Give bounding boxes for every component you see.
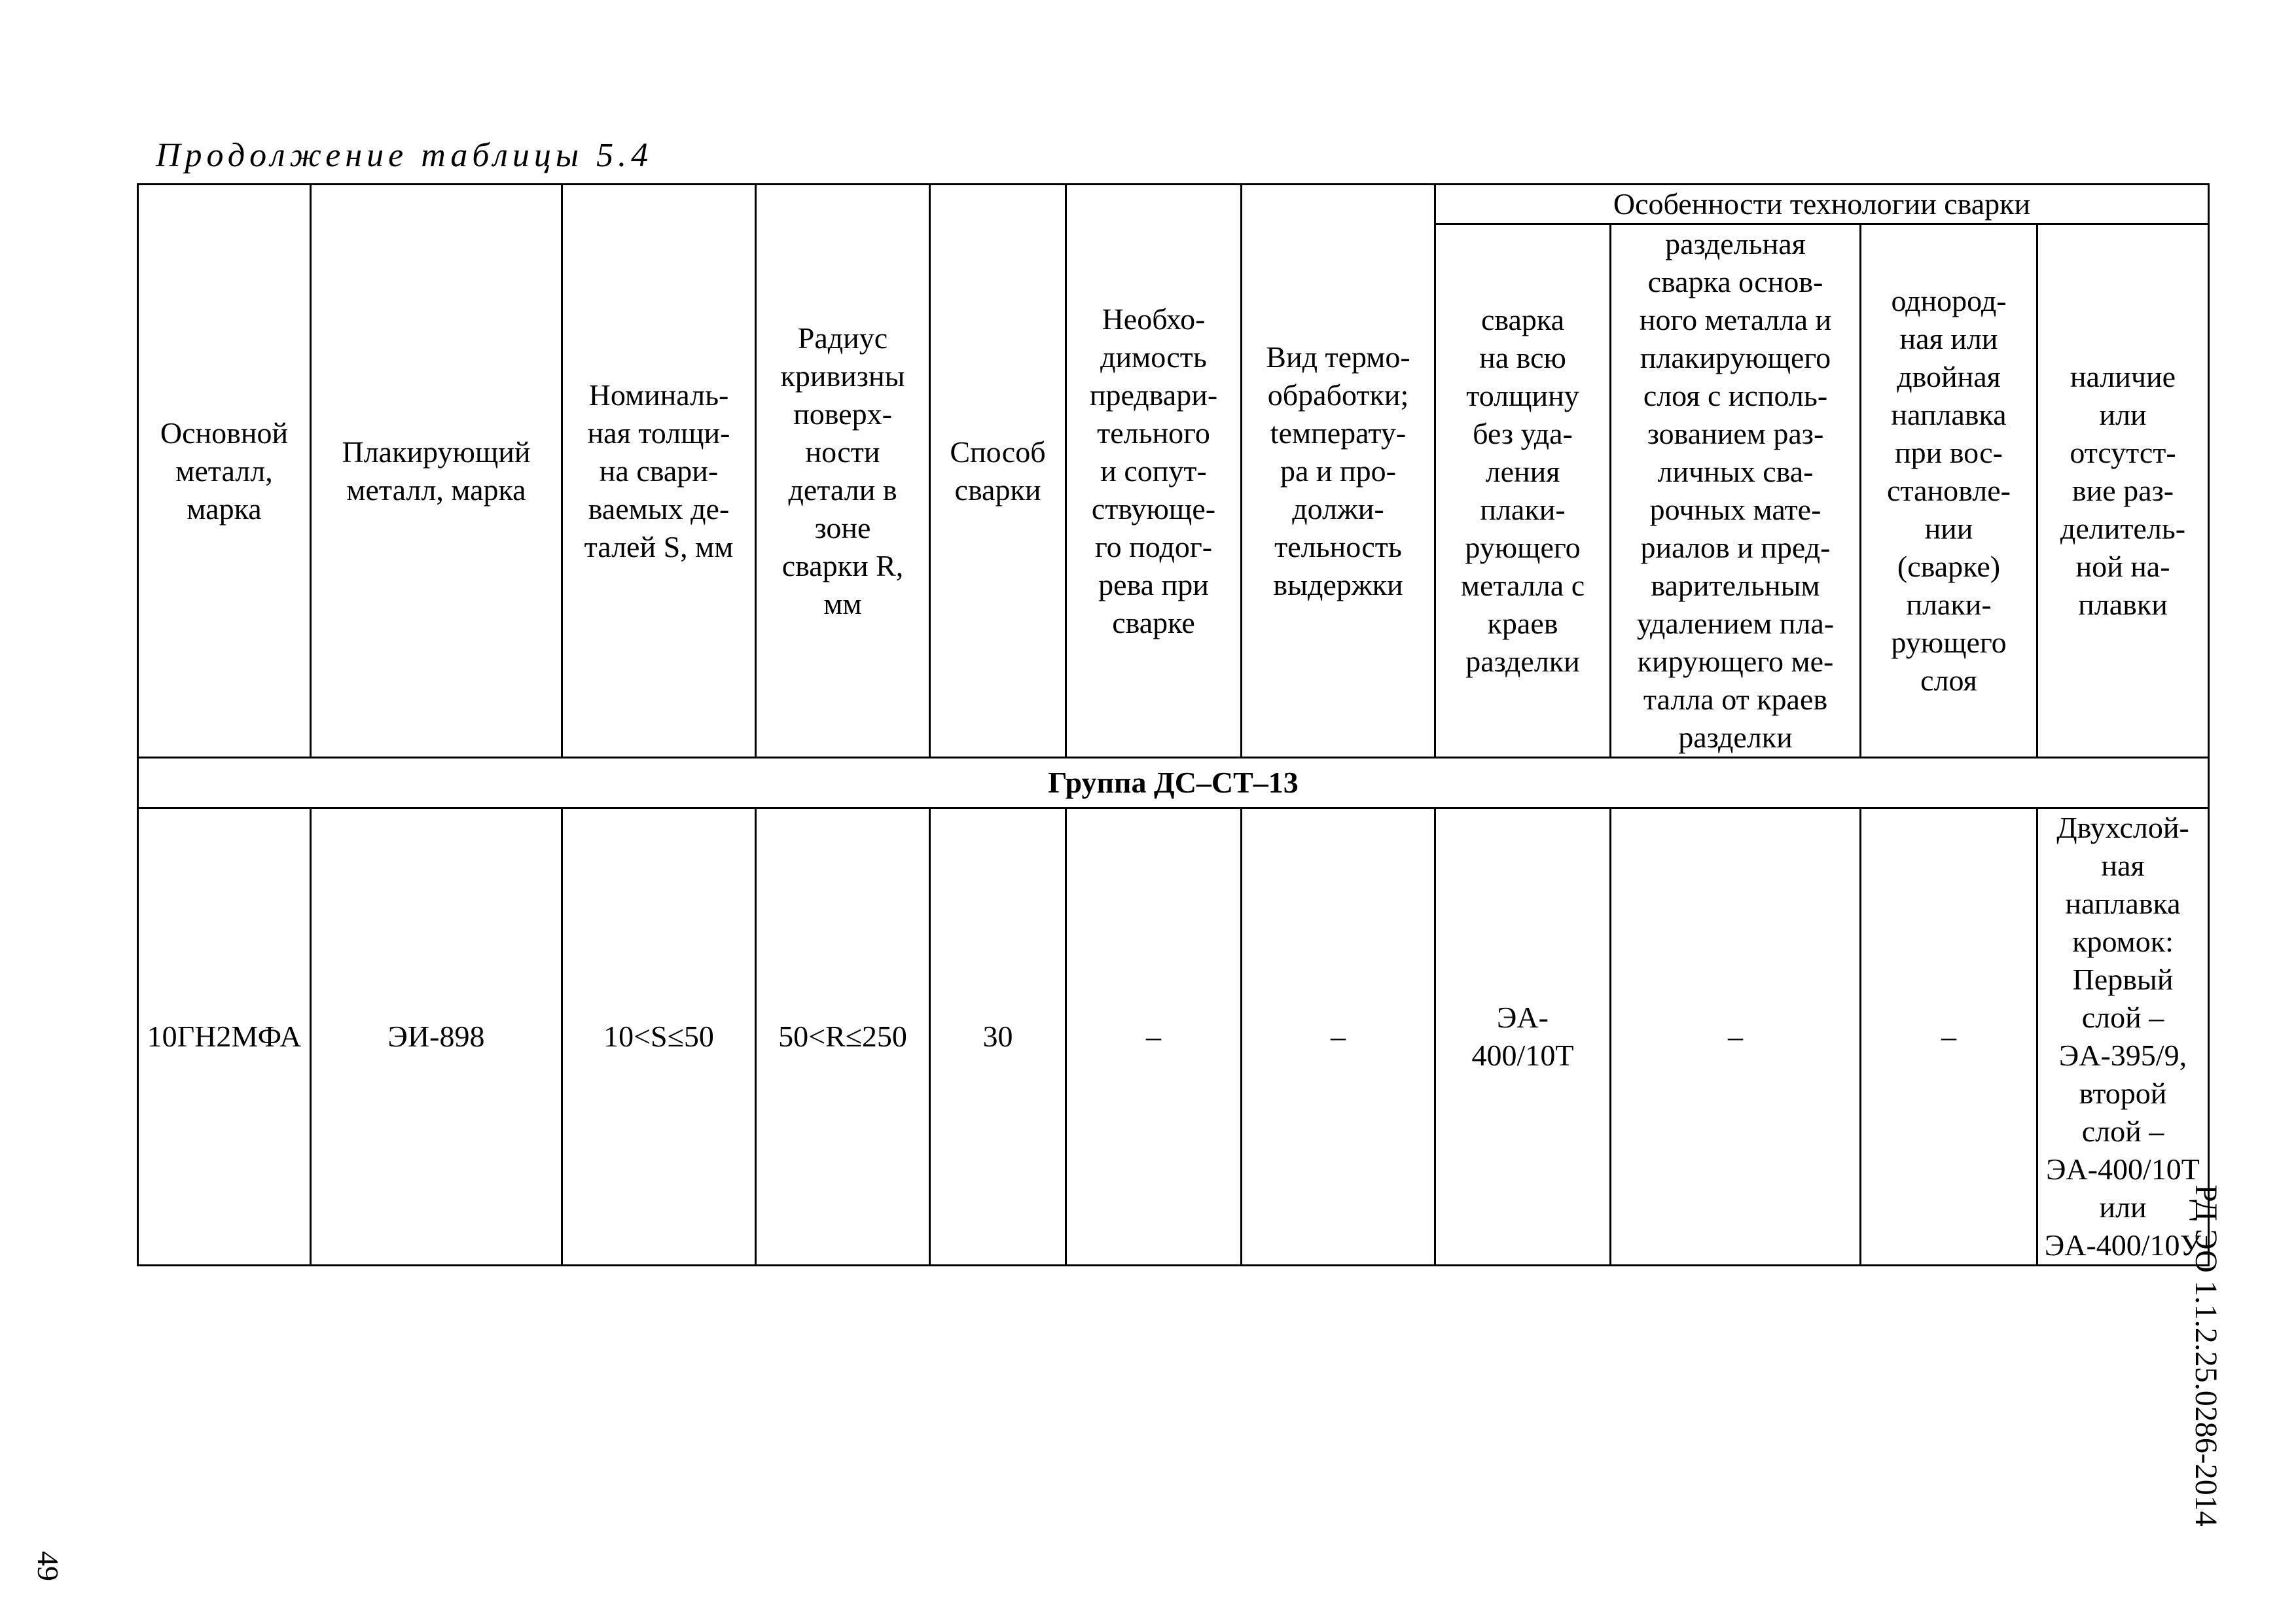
table-cell: – — [1861, 808, 2037, 1266]
page-number: 49 — [31, 1551, 65, 1581]
column-header: Номиналь- ная толщи- на свари- ваемых де- талей S, мм — [562, 185, 756, 758]
table-cell: ЭИ-898 — [311, 808, 562, 1266]
table-cell: 30 — [930, 808, 1066, 1266]
table-cell: – — [1066, 808, 1242, 1266]
column-header: Плакирующий металл, марка — [311, 185, 562, 758]
table-cell: 10ГН2МФА — [138, 808, 311, 1266]
table-caption: Продолжение таблицы 5.4 — [156, 137, 653, 174]
column-header: Вид термо- обработки; tемперату- ра и про- должи- тельность выдержки — [1242, 185, 1435, 758]
document-code: РД ЭО 1.1.2.25.0286-2014 — [2189, 1185, 2223, 1527]
table-cell: 10<S≤50 — [562, 808, 756, 1266]
group-row — [138, 758, 2209, 808]
column-header: сварка на всю толщину без уда- ления плаки- рующего металла с краев разделки — [1435, 224, 1611, 758]
column-header: Радиус кривизны поверх- ности детали в зоне сварки R, мм — [756, 185, 930, 758]
column-header: наличие или отсутст- вие раз- делитель- ной на- плавки — [2037, 224, 2209, 758]
column-header: Основной металл, марка — [138, 185, 311, 758]
table-cell: – — [1242, 808, 1435, 1266]
column-header: Необхо- димость предвари- тельного и сопут- ствующе- го подог- рева при сварке — [1066, 185, 1242, 758]
header-row-1 — [138, 185, 2209, 224]
table-cell: – — [1611, 808, 1861, 1266]
group-header: Особенности технологии сварки — [1435, 185, 2209, 224]
group-title: Группа ДС–СТ–13 — [138, 758, 2209, 808]
table-row — [138, 808, 2209, 1266]
table-cell: ЭА- 400/10Т — [1435, 808, 1611, 1266]
column-header: Способ сварки — [930, 185, 1066, 758]
data-table — [137, 183, 2210, 1266]
table-cell: 50<R≤250 — [756, 808, 930, 1266]
column-header: раздельная сварка основ- ного металла и плакирующего слоя с исполь- зованием раз- личных сва- рочных мате- риалов и пред- варительным удалением пла- кирующего ме- талла от краев разделки — [1611, 224, 1861, 758]
column-header: однород- ная или двойная наплавка при вос- становле- нии (сварке) плаки- рующего слоя — [1861, 224, 2037, 758]
table-cell: Двухслой- ная наплавка кромок: Первый слой – ЭА-395/9, второй слой – ЭА-400/10Т или ЭА-400/10У — [2037, 808, 2209, 1266]
